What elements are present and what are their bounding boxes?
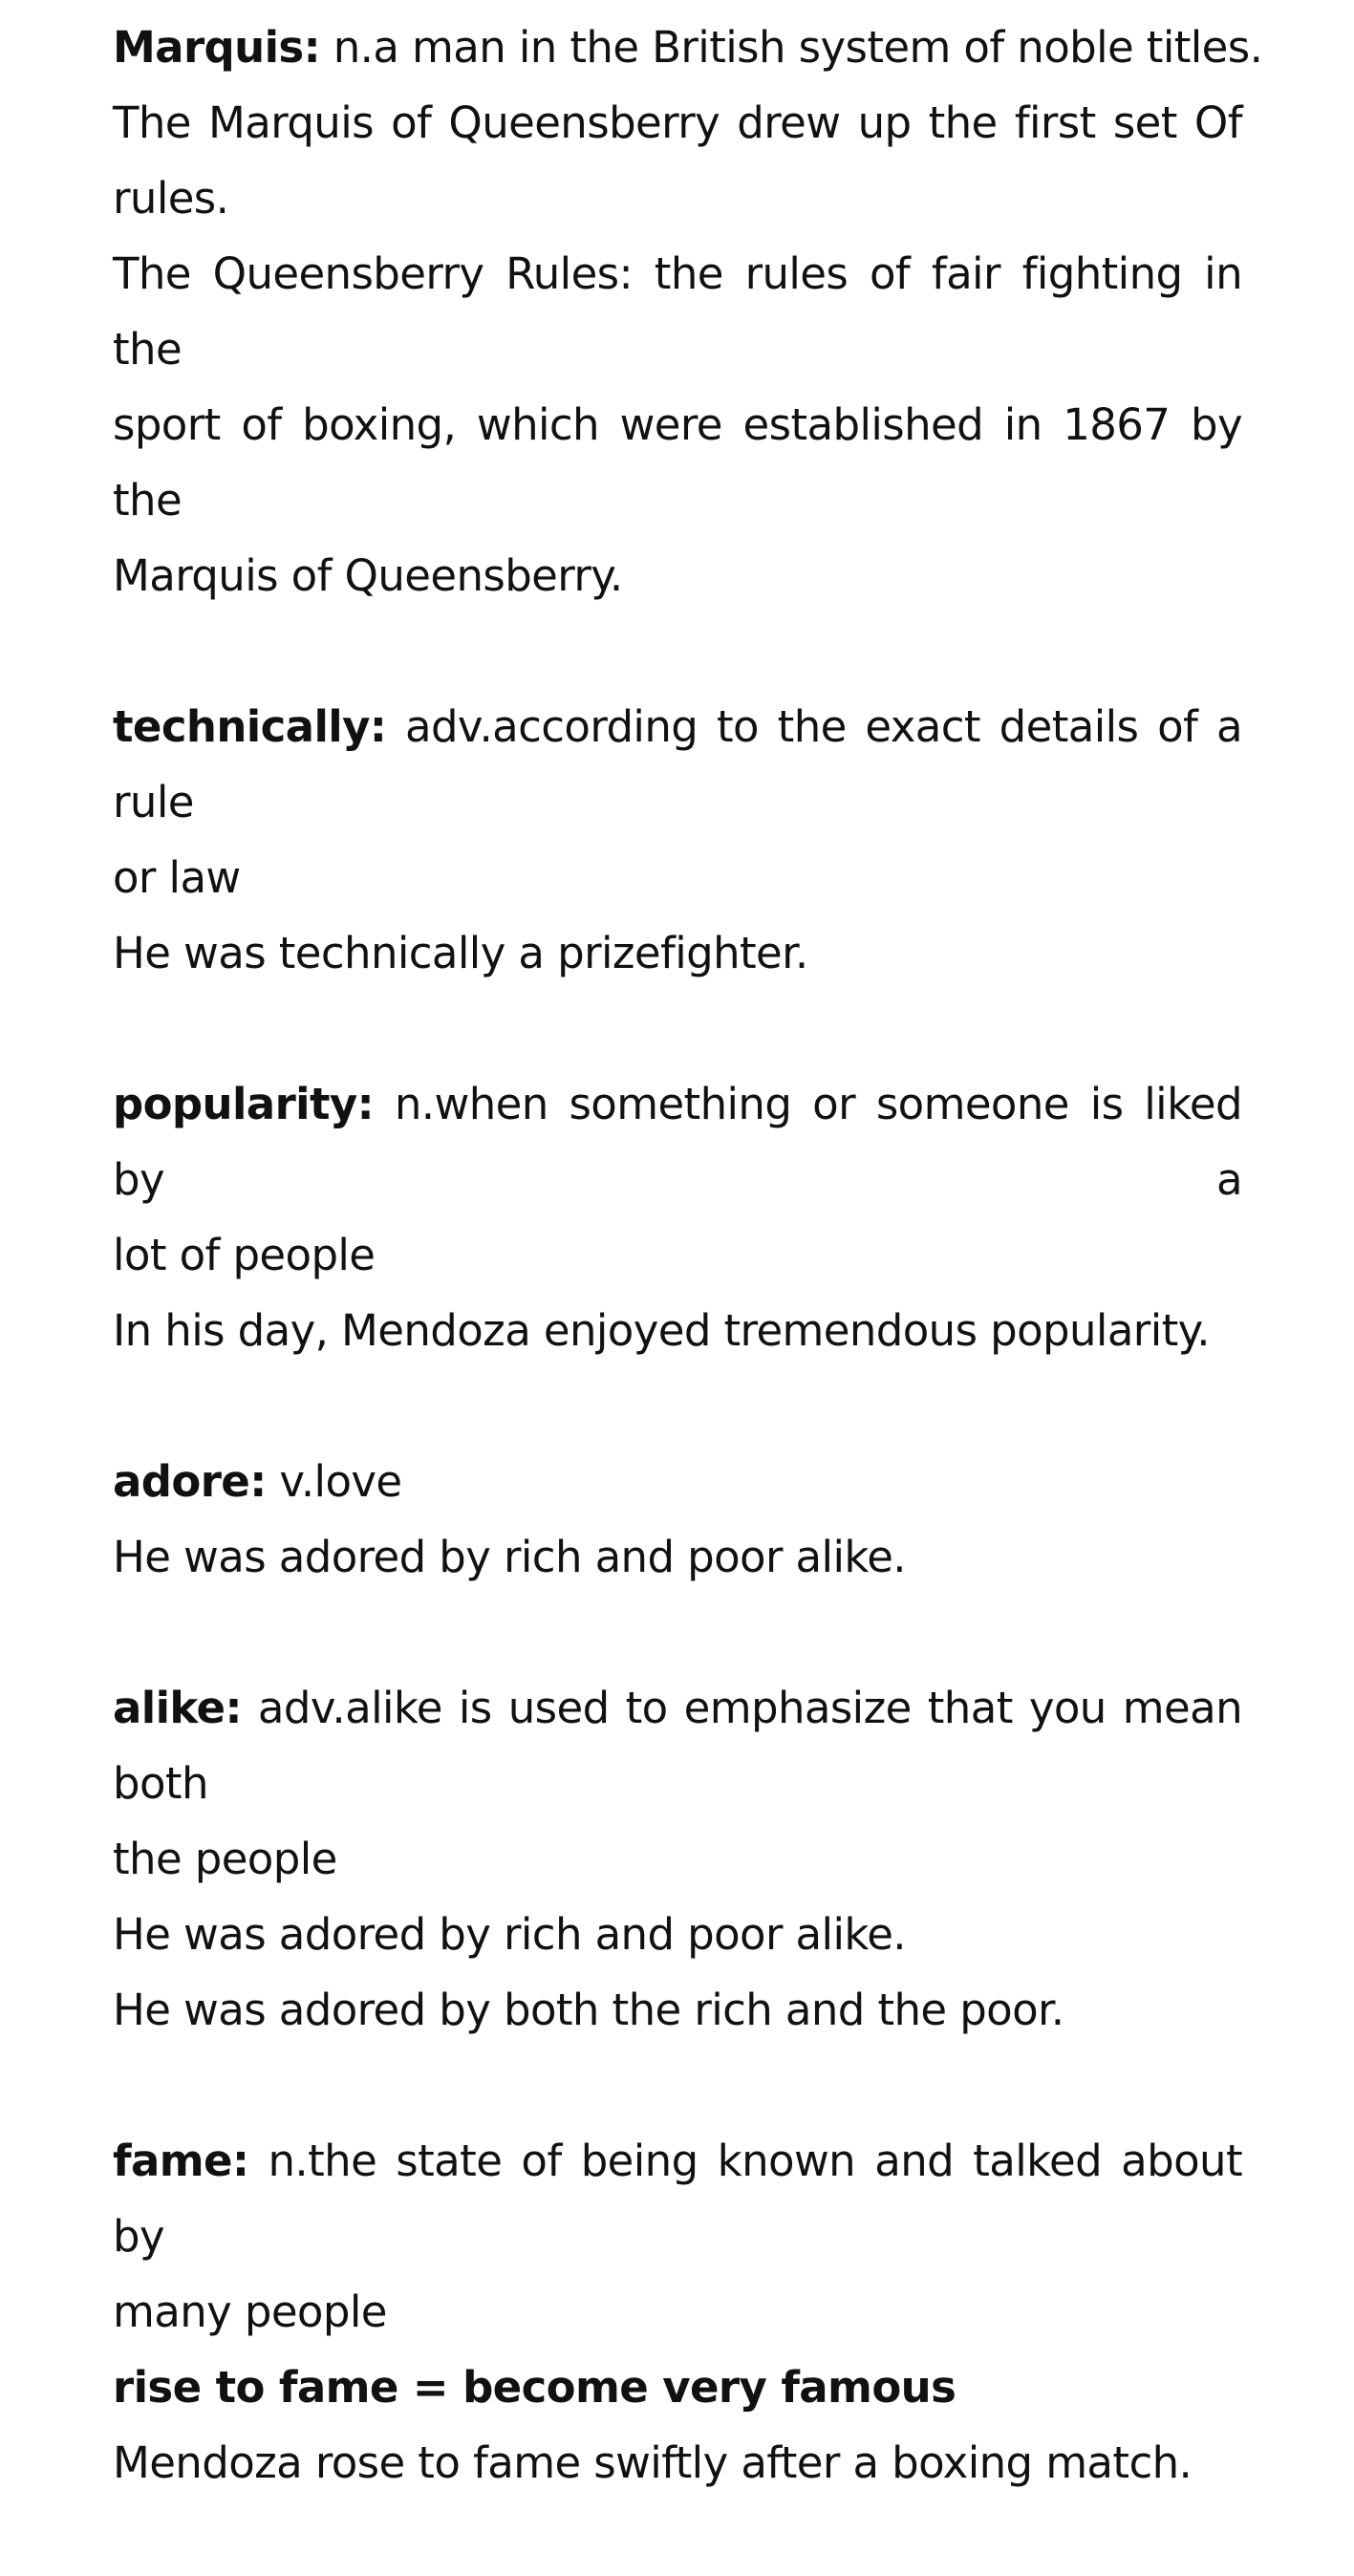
definition-text: adv.according to the exact details of a rule [113,701,1242,827]
definition-text: n.when something or someone is liked by a [113,1079,1242,1205]
headword: adore: [113,1456,267,1507]
headword: alike: [113,1683,242,1733]
vocab-entry [113,689,1242,991]
definition-line [113,1066,1242,1217]
phrase-line: rise to fame = become very famous [113,2362,956,2413]
vocab-entry [113,1670,1242,2048]
headword: Marquis: [113,22,320,73]
definition-line [113,689,1242,840]
definition-line [113,2123,1242,2274]
example-line: He was adored by both the rich and the poor. [113,1985,1064,2035]
vocab-entry [113,10,1263,613]
headword: technically: [113,701,387,752]
example-line: The Marquis of Queensberry drew up the first set Of [113,97,1242,148]
example-line: He was adored by rich and poor alike. [113,1909,906,1960]
headword: popularity: [113,1079,375,1129]
definition-text: adv.alike is used to emphasize that you mean both [113,1683,1242,1809]
example-line: He was adored by rich and poor alike. [113,1532,906,1582]
definition-line [113,1670,1242,1821]
vocab-entry [113,2123,1242,2501]
example-line: or law [113,852,241,903]
example-line: sport of boxing, which were established in 1867 by the [113,399,1242,526]
example-line: rules. [113,173,229,224]
example-line: In his day, Mendoza enjoyed tremendous popularity. [113,1305,1210,1356]
example-line: many people [113,2286,387,2337]
vocabulary-page [113,10,1263,2576]
example-line: The Queensberry Rules: the rules of fair fighting in the [113,248,1242,375]
definition-text: n.the state of being known and talked about by [113,2136,1242,2262]
example-line: Marquis of Queensberry. [113,550,623,601]
example-line: lot of people [113,1230,376,1280]
example-line: Mendoza rose to fame swiftly after a boxing match. [113,2437,1193,2488]
headword: fame: [113,2136,249,2186]
vocab-entry [113,1444,1242,1595]
definition-text: v.love [266,1456,402,1507]
definition-line [113,10,1263,85]
example-line: the people [113,1834,337,1884]
vocab-entry [113,1066,1242,1368]
example-line: He was technically a prizefighter. [113,928,808,978]
entry-list [113,10,1263,2501]
definition-line [113,1444,1242,1519]
definition-text: n.a man in the British system of noble titles. [320,22,1263,73]
